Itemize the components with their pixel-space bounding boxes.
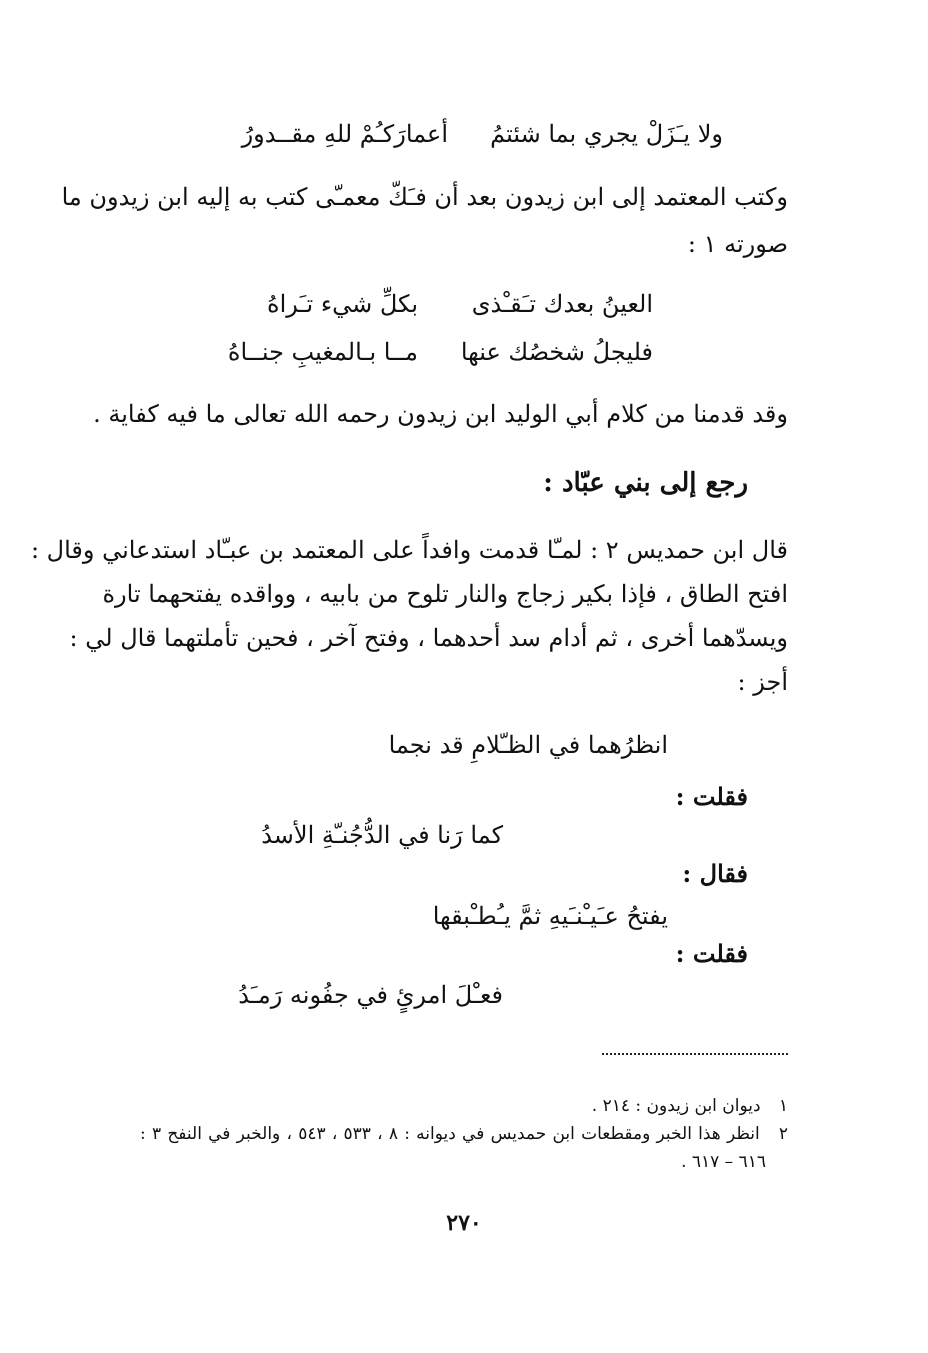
footnote-2-number: ٢ (778, 1124, 788, 1144)
paragraph-3-line-2: افتح الطاق ، فإذا بكير زجاج والنار تلوح من بابيه ، وواقده يفتحهما تارة (102, 580, 788, 608)
label-faqult-2: فقلت : (675, 939, 748, 968)
dialogue-line-d: فعـْلَ امرئٍ في جفُونه رَمـَدُ (238, 981, 503, 1009)
dialogue-line-c: يفتحُ عـَيـْنـَيهِ ثمَّ يـُطـْبقها (432, 902, 668, 930)
paragraph-1-line-2: صورته ١ : (687, 230, 788, 258)
dialogue-line-b: كما رَنا في الدُّجُنـّةِ الأسدُ (261, 821, 503, 849)
footnote-2-text: انظر هذا الخبر ومقطعات ابن حمديس في ديوانه : ٨ ، ٥٣٣ ، ٥٤٣ ، والخبر في النفح ٣ : (140, 1124, 760, 1144)
dialogue-line-a: انظرُهما في الظـّلامِ قد نجما (388, 731, 668, 759)
footnote-2 (140, 1124, 788, 1144)
verse-2-line-2-left: مــا بـالمغيبِ جنــاهُ (227, 338, 418, 366)
verse-2-line-1-right: العينُ بعدك تـَقـْذى (471, 290, 653, 318)
section-heading: رجع إلى بني عبّاد : (543, 468, 748, 498)
paragraph-3-line-3: ويسدّهما أخرى ، ثم أدام سد أحدهما ، وفتح آخر ، فحين تأملتهما قال لي : (69, 624, 788, 652)
footnote-1 (592, 1096, 788, 1116)
paragraph-3-line-4: أجز : (737, 668, 788, 696)
verse-2-line-1-left: بكلِّ شيء تـَراهُ (267, 290, 418, 318)
paragraph-3-line-1: قال ابن حمديس ٢ : لمـّا قدمت وافداً على المعتمد بن عبـّاد استدعاني وقال : (30, 536, 788, 564)
footnote-2-continuation: ٦١٦ – ٦١٧ . (681, 1152, 766, 1172)
label-faqult-1: فقلت : (675, 782, 748, 811)
verse-2-line-2-right: فليجلُ شخصُك عنها (460, 338, 653, 366)
footnote-1-text: ديوان ابن زيدون : ٢١٤ . (591, 1096, 761, 1116)
footnote-divider (602, 1053, 788, 1055)
label-faqala: فقال : (682, 859, 748, 888)
verse-top-left-hemistich: أعمارَكـُمْ للهِ مقــدورُ (241, 120, 448, 148)
paragraph-1-line-1: وكتب المعتمد إلى ابن زيدون بعد أن فـَكّ معمـّى كتب به إليه ابن زيدون ما (61, 183, 788, 211)
paragraph-2: وقد قدمنا من كلام أبي الوليد ابن زيدون رحمه الله تعالى ما فيه كفاية . (93, 400, 788, 428)
footnote-1-number: ١ (778, 1096, 788, 1116)
verse-top-right-hemistich: ولا يـَزَلْ يجري بما شئتمُ (490, 120, 723, 148)
page-number: ٢٧٠ (446, 1210, 482, 1236)
